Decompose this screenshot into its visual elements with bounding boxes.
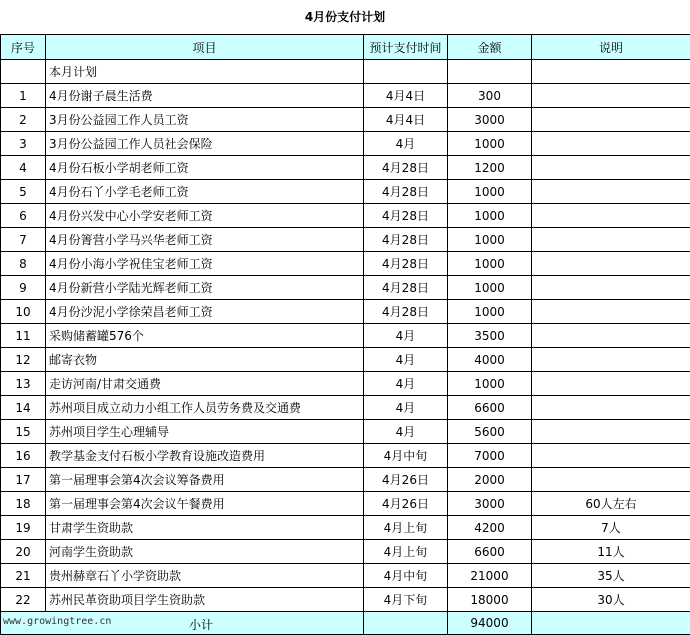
row-note[interactable] — [532, 132, 690, 156]
row-amount[interactable]: 3000 — [448, 492, 532, 516]
row-note[interactable] — [532, 444, 690, 468]
row-time[interactable]: 4月28日 — [364, 156, 448, 180]
row-no[interactable]: 12 — [1, 348, 46, 372]
row-time[interactable]: 4月28日 — [364, 252, 448, 276]
row-no[interactable]: 6 — [1, 204, 46, 228]
row-item[interactable]: 采购储蓄罐576个 — [46, 324, 364, 348]
row-time[interactable]: 4月 — [364, 396, 448, 420]
row-note[interactable] — [532, 468, 690, 492]
row-note[interactable]: 60人左右 — [532, 492, 690, 516]
table-row — [1, 540, 690, 564]
row-item[interactable]: 苏州项目学生心理辅导 — [46, 420, 364, 444]
row-note[interactable] — [532, 348, 690, 372]
row-item[interactable]: 4月份新营小学陆光辉老师工资 — [46, 276, 364, 300]
row-amount[interactable]: 1000 — [448, 252, 532, 276]
table-row — [1, 588, 690, 612]
row-note[interactable] — [532, 156, 690, 180]
row-no[interactable]: 5 — [1, 180, 46, 204]
row-note[interactable] — [532, 396, 690, 420]
row-amount[interactable]: 1000 — [448, 372, 532, 396]
col-header-time[interactable]: 预计支付时间 — [364, 35, 448, 60]
total-label-cell[interactable] — [1, 612, 364, 635]
total-amount[interactable]: 94000 — [448, 612, 532, 635]
row-time[interactable]: 4月中旬 — [364, 564, 448, 588]
cell[interactable] — [448, 60, 532, 84]
row-no[interactable]: 9 — [1, 276, 46, 300]
row-amount[interactable]: 4200 — [448, 516, 532, 540]
row-item[interactable]: 4月份石板小学胡老师工资 — [46, 156, 364, 180]
cell[interactable] — [364, 60, 448, 84]
row-amount[interactable]: 1000 — [448, 228, 532, 252]
row-item[interactable]: 第一届理事会第4次会议午餐费用 — [46, 492, 364, 516]
row-time[interactable]: 4月26日 — [364, 492, 448, 516]
row-time[interactable]: 4月 — [364, 372, 448, 396]
col-header-no[interactable]: 序号 — [1, 35, 46, 60]
row-no[interactable]: 15 — [1, 420, 46, 444]
row-amount[interactable]: 3500 — [448, 324, 532, 348]
row-no[interactable]: 1 — [1, 84, 46, 108]
row-note[interactable] — [532, 300, 690, 324]
row-amount[interactable]: 6600 — [448, 396, 532, 420]
row-no[interactable]: 17 — [1, 468, 46, 492]
row-amount[interactable]: 7000 — [448, 444, 532, 468]
row-time[interactable]: 4月 — [364, 348, 448, 372]
row-item[interactable]: 贵州赫章石丫小学资助款 — [46, 564, 364, 588]
row-amount[interactable]: 1000 — [448, 300, 532, 324]
row-no[interactable]: 18 — [1, 492, 46, 516]
row-note[interactable] — [532, 84, 690, 108]
row-item[interactable]: 苏州项目成立动力小组工作人员劳务费及交通费 — [46, 396, 364, 420]
row-item[interactable]: 4月份沙泥小学徐荣昌老师工资 — [46, 300, 364, 324]
row-amount[interactable]: 1000 — [448, 276, 532, 300]
table-row — [1, 492, 690, 516]
row-amount[interactable]: 1000 — [448, 132, 532, 156]
row-no[interactable]: 11 — [1, 324, 46, 348]
section-label[interactable]: 本月计划 — [46, 60, 364, 84]
table-row — [1, 420, 690, 444]
row-note[interactable] — [532, 420, 690, 444]
row-item[interactable]: 教学基金支付石板小学教育设施改造费用 — [46, 444, 364, 468]
row-no[interactable]: 22 — [1, 588, 46, 612]
row-note[interactable]: 35人 — [532, 564, 690, 588]
row-no[interactable]: 16 — [1, 444, 46, 468]
row-time[interactable]: 4月28日 — [364, 276, 448, 300]
row-time[interactable]: 4月4日 — [364, 108, 448, 132]
table-row — [1, 108, 690, 132]
section-row — [1, 60, 690, 84]
row-item[interactable]: 走访河南/甘肃交通费 — [46, 372, 364, 396]
total-row — [1, 612, 690, 635]
row-amount[interactable]: 21000 — [448, 564, 532, 588]
table-row — [1, 156, 690, 180]
watermark-text: www.growingtree.cn — [3, 616, 111, 627]
sheet-title: 4月份支付计划 — [0, 0, 690, 34]
row-time[interactable]: 4月28日 — [364, 228, 448, 252]
total-label: 小计 — [189, 616, 213, 633]
row-item[interactable]: 河南学生资助款 — [46, 540, 364, 564]
row-item[interactable]: 4月份箐营小学马兴华老师工资 — [46, 228, 364, 252]
row-item[interactable]: 甘肃学生资助款 — [46, 516, 364, 540]
row-amount[interactable]: 3000 — [448, 108, 532, 132]
row-note[interactable]: 30人 — [532, 588, 690, 612]
row-note[interactable] — [532, 228, 690, 252]
row-no[interactable]: 20 — [1, 540, 46, 564]
row-amount[interactable]: 1000 — [448, 204, 532, 228]
row-amount[interactable]: 1200 — [448, 156, 532, 180]
row-no[interactable]: 19 — [1, 516, 46, 540]
table-row — [1, 372, 690, 396]
row-time[interactable]: 4月26日 — [364, 468, 448, 492]
row-item[interactable]: 4月份兴发中心小学安老师工资 — [46, 204, 364, 228]
table-row — [1, 204, 690, 228]
table-row — [1, 516, 690, 540]
row-no[interactable]: 14 — [1, 396, 46, 420]
row-note[interactable] — [532, 276, 690, 300]
row-item[interactable]: 3月份公益园工作人员工资 — [46, 108, 364, 132]
table-row — [1, 300, 690, 324]
row-time[interactable]: 4月28日 — [364, 300, 448, 324]
row-amount[interactable]: 4000 — [448, 348, 532, 372]
row-item[interactable]: 3月份公益园工作人员社会保险 — [46, 132, 364, 156]
row-time[interactable]: 4月 — [364, 324, 448, 348]
row-time[interactable]: 4月中旬 — [364, 444, 448, 468]
row-note[interactable]: 7人 — [532, 516, 690, 540]
table-row — [1, 444, 690, 468]
row-time[interactable]: 4月上旬 — [364, 540, 448, 564]
row-no[interactable]: 7 — [1, 228, 46, 252]
table-row — [1, 564, 690, 588]
table-row — [1, 228, 690, 252]
row-note[interactable] — [532, 108, 690, 132]
table-row — [1, 396, 690, 420]
col-header-note[interactable]: 说明 — [532, 35, 690, 60]
payment-plan-table — [0, 34, 690, 635]
row-no[interactable]: 13 — [1, 372, 46, 396]
header-row — [1, 35, 690, 60]
row-time[interactable]: 4月 — [364, 132, 448, 156]
row-time[interactable]: 4月上旬 — [364, 516, 448, 540]
cell[interactable] — [1, 60, 46, 84]
row-no[interactable]: 3 — [1, 132, 46, 156]
row-item[interactable]: 4月份小海小学祝佳宝老师工资 — [46, 252, 364, 276]
row-amount[interactable]: 18000 — [448, 588, 532, 612]
table-row — [1, 324, 690, 348]
row-item[interactable]: 苏州民革资助项目学生资助款 — [46, 588, 364, 612]
row-amount[interactable]: 2000 — [448, 468, 532, 492]
row-item[interactable]: 邮寄衣物 — [46, 348, 364, 372]
table-row — [1, 276, 690, 300]
col-header-item[interactable]: 项目 — [46, 35, 364, 60]
row-amount[interactable]: 300 — [448, 84, 532, 108]
row-amount[interactable]: 5600 — [448, 420, 532, 444]
row-amount[interactable]: 6600 — [448, 540, 532, 564]
row-time[interactable]: 4月下旬 — [364, 588, 448, 612]
row-note[interactable] — [532, 204, 690, 228]
table-row — [1, 132, 690, 156]
table-row — [1, 180, 690, 204]
row-amount[interactable]: 1000 — [448, 180, 532, 204]
row-no[interactable]: 10 — [1, 300, 46, 324]
col-header-amount[interactable]: 金额 — [448, 35, 532, 60]
cell[interactable] — [364, 612, 448, 635]
row-time[interactable]: 4月28日 — [364, 180, 448, 204]
row-no[interactable]: 21 — [1, 564, 46, 588]
table-row — [1, 84, 690, 108]
row-no[interactable]: 8 — [1, 252, 46, 276]
cell[interactable] — [532, 612, 690, 635]
row-time[interactable]: 4月 — [364, 420, 448, 444]
row-note[interactable] — [532, 372, 690, 396]
row-no[interactable]: 2 — [1, 108, 46, 132]
row-note[interactable] — [532, 180, 690, 204]
table-row — [1, 252, 690, 276]
row-note[interactable] — [532, 252, 690, 276]
row-time[interactable]: 4月28日 — [364, 204, 448, 228]
row-note[interactable]: 11人 — [532, 540, 690, 564]
table-row — [1, 348, 690, 372]
table-row — [1, 468, 690, 492]
row-time[interactable]: 4月4日 — [364, 84, 448, 108]
row-item[interactable]: 4月份石丫小学毛老师工资 — [46, 180, 364, 204]
row-item[interactable]: 第一届理事会第4次会议筹备费用 — [46, 468, 364, 492]
row-note[interactable] — [532, 324, 690, 348]
cell[interactable] — [532, 60, 690, 84]
row-item[interactable]: 4月份谢子晨生活费 — [46, 84, 364, 108]
row-no[interactable]: 4 — [1, 156, 46, 180]
